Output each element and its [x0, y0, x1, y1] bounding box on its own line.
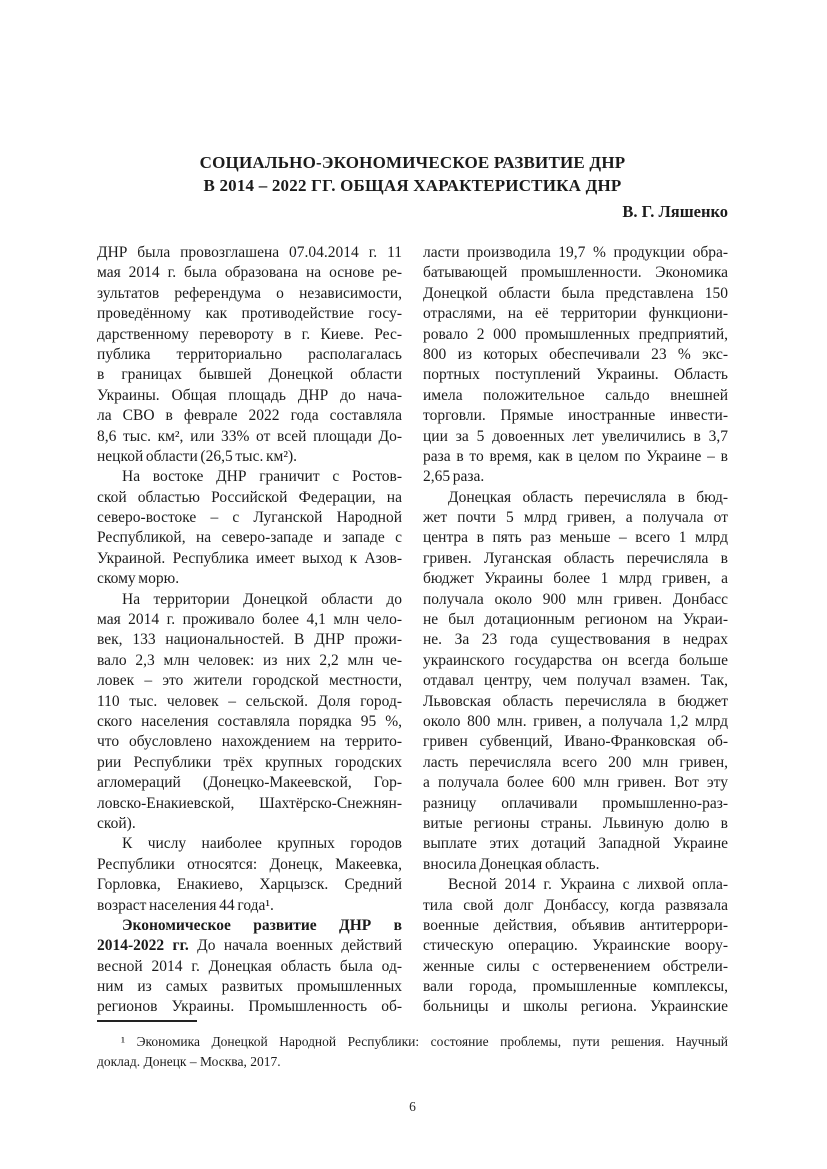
text-line: [423, 977, 728, 997]
text-run: ловско-Енакиевской, Шахтёрско-Снежнян-: [97, 794, 402, 812]
text-line: [423, 896, 728, 916]
text-run: раза в то время, как в целом по Украине – в: [423, 447, 728, 465]
text-run: мая 2014 г. проживало более 4,1 млн чело-: [97, 611, 402, 629]
text-run: Донецкая область перечисляла в бюд-: [448, 488, 728, 506]
text-line: [97, 406, 402, 426]
text-line: [97, 692, 402, 712]
text-run: женные силы с остервенением обстрели-: [423, 957, 728, 975]
text-line: [423, 284, 728, 304]
text-line: [423, 875, 728, 895]
text-line: [97, 916, 402, 936]
page-number: 6: [409, 1099, 416, 1114]
text-run: отраслями, на её территории функциони-: [423, 305, 728, 323]
text-run: Республики относятся: Донецк, Макеевка,: [97, 855, 402, 873]
text-line: [97, 732, 402, 752]
text-line: [97, 997, 402, 1017]
text-line: [423, 671, 728, 691]
footnote-text: [97, 1032, 728, 1071]
text-line: [97, 243, 402, 263]
text-line: [97, 753, 402, 773]
title-line-1: СОЦИАЛЬНО-ЭКОНОМИЧЕСКОЕ РАЗВИТИЕ ДНР: [199, 153, 626, 172]
text-run: регионов Украины. Промышленность об-: [97, 998, 402, 1016]
text-run: гривен. Луганская область перечисляла в: [423, 549, 728, 567]
text-run: рии Республики трёх крупных городских: [97, 753, 402, 771]
text-line: [97, 386, 402, 406]
text-line: [97, 528, 402, 548]
text-run: ции за 5 довоенных лет увеличились в 3,7: [423, 427, 728, 445]
text-line: [423, 651, 728, 671]
text-run: ДНР была провозглашена 07.04.2014 г. 11: [97, 244, 402, 261]
text-run: Украиной. Республика имеет выход к Азов-: [97, 549, 402, 567]
text-line: [97, 488, 402, 508]
text-line: [423, 916, 728, 936]
text-run: 800 из которых обеспечивали 23 % экс-: [423, 345, 728, 363]
text-run: 8,6 тыс. км², или 33% от всей площади До-: [97, 427, 402, 445]
text-run: До начала военных действий: [188, 937, 402, 955]
text-run: ласть перечисляла всего 200 млн гривен,: [423, 753, 728, 771]
text-run: К числу наиболее крупных городов: [122, 835, 402, 853]
text-run: не. За 23 года существования в недрах: [423, 631, 728, 649]
text-line: [97, 284, 402, 304]
right-column: [423, 243, 728, 1018]
paragraph: [97, 467, 402, 589]
text-run: гривен субвенций, Ивано-Франковская об-: [423, 733, 728, 751]
text-line: [423, 528, 728, 548]
text-run: На территории Донецкой области до: [122, 590, 402, 608]
text-run: Горловка, Енакиево, Харцызск. Средний: [97, 876, 402, 894]
text-line: [97, 671, 402, 691]
text-line: [97, 508, 402, 528]
text-run: ской областью Российской Федерации, на: [97, 488, 402, 506]
text-line: [423, 753, 728, 773]
text-run: ского населения составляла порядка 95 %,: [97, 712, 402, 730]
text-line: [423, 569, 728, 589]
text-line: [423, 834, 728, 854]
footnote: [97, 1020, 728, 1071]
text-line: [423, 467, 728, 487]
text-line: [97, 365, 402, 385]
text-line: [423, 386, 728, 406]
text-line: [423, 814, 728, 834]
text-run: Львовская область перечисляла в бюджет: [423, 692, 728, 710]
text-line: [423, 406, 728, 426]
text-run: весной 2014 г. Донецкая область была од-: [97, 957, 402, 975]
text-line: [97, 590, 402, 610]
text-line: [423, 365, 728, 385]
left-column: [97, 243, 402, 1018]
text-line: [97, 814, 402, 834]
text-line: [423, 549, 728, 569]
text-line: [97, 896, 402, 916]
paragraph: [97, 590, 402, 835]
text-line: [97, 569, 402, 589]
text-line: [97, 1052, 728, 1072]
text-line: [97, 957, 402, 977]
text-line: [97, 855, 402, 875]
text-line: [423, 427, 728, 447]
text-line: [97, 325, 402, 345]
text-run: разницу оплачивали промышленно-раз-: [423, 794, 728, 812]
text-run: тила свой долг Донбассу, когда развязала: [423, 896, 728, 914]
text-line: [97, 875, 402, 895]
text-run: в границах бывшей Донецкой области: [97, 366, 402, 384]
paragraph: [423, 243, 728, 488]
text-run: центра в пять раз меньше – всего 1 млрд: [423, 529, 728, 547]
text-run: витые регионы страны. Львиную долю в: [423, 814, 728, 832]
text-line: [97, 610, 402, 630]
footnote-divider: [97, 1020, 197, 1022]
text-run: стическую операцию. Украинские воору-: [423, 937, 728, 955]
paragraph: [97, 916, 402, 1018]
text-run: не был дотационным регионом на Украи-: [423, 611, 728, 629]
author-name: В. Г. Ляшенко: [622, 202, 728, 221]
text-run: проведённому как противодействие госу-: [97, 305, 402, 323]
text-line: [423, 936, 728, 956]
text-line: [97, 773, 402, 793]
text-run: жет почти 5 млрд гривен, а получала от: [423, 509, 728, 527]
text-line: [97, 834, 402, 854]
text-run: имела положительное сальдо внешней: [423, 386, 728, 404]
bold-text-run: Экономическое развитие ДНР в: [122, 916, 402, 934]
text-line: [423, 630, 728, 650]
text-line: [423, 488, 728, 508]
bold-text-run: 2014-2022 гг.: [97, 937, 189, 955]
text-run: ласти производила 19,7 % продукции обра-: [423, 244, 728, 261]
text-run: Украины. Общая площадь ДНР до нача-: [97, 386, 402, 404]
text-run: портных поступлений Украины. Область: [423, 366, 728, 384]
text-line: [423, 957, 728, 977]
text-run: возраст населения 44 года¹.: [97, 896, 274, 914]
text-line: [423, 325, 728, 345]
text-run: украинского государства он всегда больше: [423, 651, 728, 669]
text-line: [423, 345, 728, 365]
text-run: мая 2014 г. была образована на основе ре-: [97, 264, 402, 282]
text-run: агломераций (Донецко-Макеевской, Гор-: [97, 774, 402, 792]
text-line: [97, 304, 402, 324]
text-run: ла СВО в феврале 2022 года составляла: [97, 407, 402, 425]
text-run: ловек – это жители городской местности,: [97, 672, 402, 690]
text-run: получала около 900 млн гривен. Донбасс: [423, 590, 728, 608]
text-run: Весной 2014 г. Украина с лихвой опла-: [448, 876, 728, 894]
text-line: [97, 977, 402, 997]
text-run: дарственному перевороту в г. Киеве. Рес-: [97, 325, 402, 343]
text-line: [423, 794, 728, 814]
text-run: вало 2,3 млн человек: из них 2,2 млн че-: [97, 651, 402, 669]
text-line: [97, 345, 402, 365]
text-line: [97, 1032, 728, 1052]
text-run: ¹ Экономика Донецкой Народной Республики: состояние проблемы, пути решения. Научный: [121, 1034, 728, 1049]
text-line: [423, 712, 728, 732]
text-line: [423, 447, 728, 467]
text-run: выплате этих дотаций Западной Украине: [423, 835, 728, 853]
text-line: [97, 263, 402, 283]
text-run: вносила Донецкая область.: [423, 855, 600, 873]
paragraph: [423, 488, 728, 875]
text-line: [423, 692, 728, 712]
text-run: доклад. Донецк – Москва, 2017.: [97, 1053, 281, 1069]
text-run: отдавал центру, чем получал взамен. Так,: [423, 672, 728, 690]
text-run: вали города, промышленные комплексы,: [423, 978, 728, 996]
text-line: [97, 794, 402, 814]
text-line: [97, 630, 402, 650]
paragraph: [423, 875, 728, 1018]
text-run: Донецкой области была представлена 150: [423, 284, 728, 302]
text-line: [423, 732, 728, 752]
text-line: [423, 590, 728, 610]
text-line: [423, 773, 728, 793]
text-run: скому морю.: [97, 570, 180, 588]
text-line: [423, 855, 728, 875]
text-run: ровало 2 000 промышленных предприятий,: [423, 325, 728, 343]
text-line: [97, 447, 402, 467]
text-run: северо-востоке – с Луганской Народной: [97, 509, 402, 527]
text-run: торговли. Прямые иностранные инвести-: [423, 407, 728, 425]
text-run: На востоке ДНР граничит с Ростов-: [122, 468, 402, 486]
text-run: 110 тыс. человек – сельской. Доля город-: [97, 692, 402, 710]
document-header: [97, 151, 728, 222]
text-run: 2,65 раза.: [423, 468, 485, 486]
text-line: [423, 508, 728, 528]
text-run: ним из самых развитых промышленных: [97, 978, 402, 996]
text-line: [423, 243, 728, 263]
text-run: публика территориально располагалась: [97, 345, 402, 363]
text-run: около 800 млн. гривен, а получала 1,2 млрд: [423, 712, 728, 730]
paragraph: [97, 243, 402, 467]
text-run: что обусловлено нахождением на террито-: [97, 733, 402, 751]
text-run: а получала более 600 млн гривен. Вот эту: [423, 774, 728, 792]
paragraph: [97, 834, 402, 916]
page-title: [97, 151, 728, 197]
text-run: зультатов референдума о независимости,: [97, 284, 402, 302]
paragraph: [97, 1032, 728, 1071]
text-line: [423, 610, 728, 630]
text-line: [97, 712, 402, 732]
text-run: батывающей промышленности. Экономика: [423, 264, 728, 282]
two-column-body: [97, 243, 728, 1018]
text-run: Республикой, на северо-западе и западе с: [97, 529, 402, 547]
text-run: век, 133 национальностей. В ДНР прожи-: [97, 631, 402, 649]
text-line: [423, 263, 728, 283]
title-line-2: В 2014 – 2022 ГГ. ОБЩАЯ ХАРАКТЕРИСТИКА ДНР: [203, 176, 622, 195]
text-line: [97, 549, 402, 569]
text-line: [97, 936, 402, 956]
text-run: военные действия, объявив антитеррори-: [423, 916, 728, 934]
text-line: [97, 427, 402, 447]
text-run: нецкой области (26,5 тыс. км²).: [97, 447, 298, 465]
text-line: [97, 467, 402, 487]
text-run: больницы и школы региона. Украинские: [423, 998, 728, 1016]
text-run: ской).: [97, 814, 136, 832]
text-line: [423, 997, 728, 1017]
text-run: бюджет Украины более 1 млрд гривен, а: [423, 570, 728, 588]
text-line: [423, 304, 728, 324]
text-line: [97, 651, 402, 671]
